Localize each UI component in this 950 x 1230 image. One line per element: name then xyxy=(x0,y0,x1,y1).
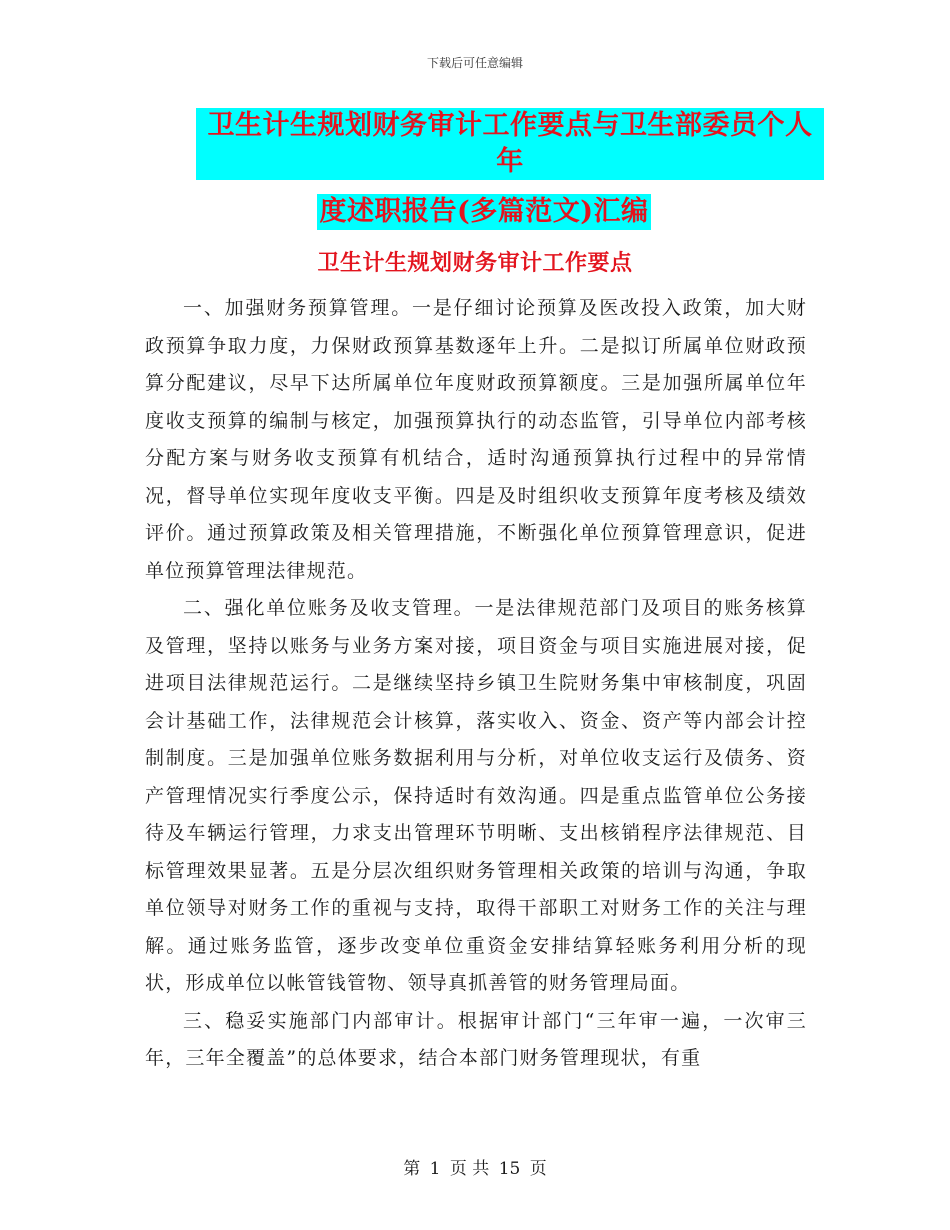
paragraph-3: 三、稳妥实施部门内部审计。根据审计部门“三年审一遍，一次审三年，三年全覆盖”的总体要求，结合本部门财务管理现状，有重 xyxy=(145,1009,807,1069)
footer-total-pages: 15 xyxy=(498,1159,521,1179)
footer-prefix: 第 xyxy=(403,1159,421,1179)
footer-suffix: 页 xyxy=(529,1159,547,1179)
section-title: 卫生计生规划财务审计工作要点 xyxy=(317,250,633,276)
footer-page-number: 1 xyxy=(429,1159,441,1179)
footer-mid: 页 共 xyxy=(449,1159,490,1179)
body-text xyxy=(145,290,807,1078)
page-footer xyxy=(0,1154,950,1179)
paragraph-1: 一、加强财务预算管理。一是仔细讨论预算及医改投入政策，加大财政预算争取力度，力保财政预算基数逐年上升。二是拟订所属单位财政预算分配建议，尽早下达所属单位年度财政预算额度。三是加强所属单位年度收支预算的编制与核定，加强预算执行的动态监管，引导单位内部考核分配方案与财务收支预算有机结合，适时沟通预算执行过程中的异常情况，督导单位实现年度收支平衡。四是及时组织收支预算年度考核及绩效评价。通过预算政策及相关管理措施，不断强化单位预算管理意识，促进单位预算管理法律规范。 xyxy=(145,297,807,582)
paragraph-2: 二、强化单位账务及收支管理。一是法律规范部门及项目的账务核算及管理，坚持以账务与业务方案对接，项目资金与项目实施进展对接，促进项目法律规范运行。二是继续坚持乡镇卫生院财务集中审核制度，巩固会计基础工作，法律规范会计核算，落实收入、资金、资产等内部会计控制制度。三是加强单位账务数据利用与分析，对单位收支运行及债务、资产管理情况实行季度公示，保持适时有效沟通。四是重点监管单位公务接待及车辆运行管理，力求支出管理环节明晰、支出核销程序法律规范、目标管理效果显著。五是分层次组织财务管理相关政策的培训与沟通，争取单位领导对财务工作的重视与支持，取得干部职工对财务工作的关注与理解。通过账务监管，逐步改变单位重资金安排结算轻账务利用分析的现状，形成单位以帐管钱管物、领导真抓善管的财务管理局面。 xyxy=(145,597,807,994)
header-note: 下载后可任意编辑 xyxy=(426,56,523,70)
title-line-1: 卫生计生规划财务审计工作要点与卫生部委员个人年 xyxy=(196,108,824,180)
title-line-2: 度述职报告(多篇范文)汇编 xyxy=(317,194,650,230)
document-title xyxy=(144,108,824,230)
